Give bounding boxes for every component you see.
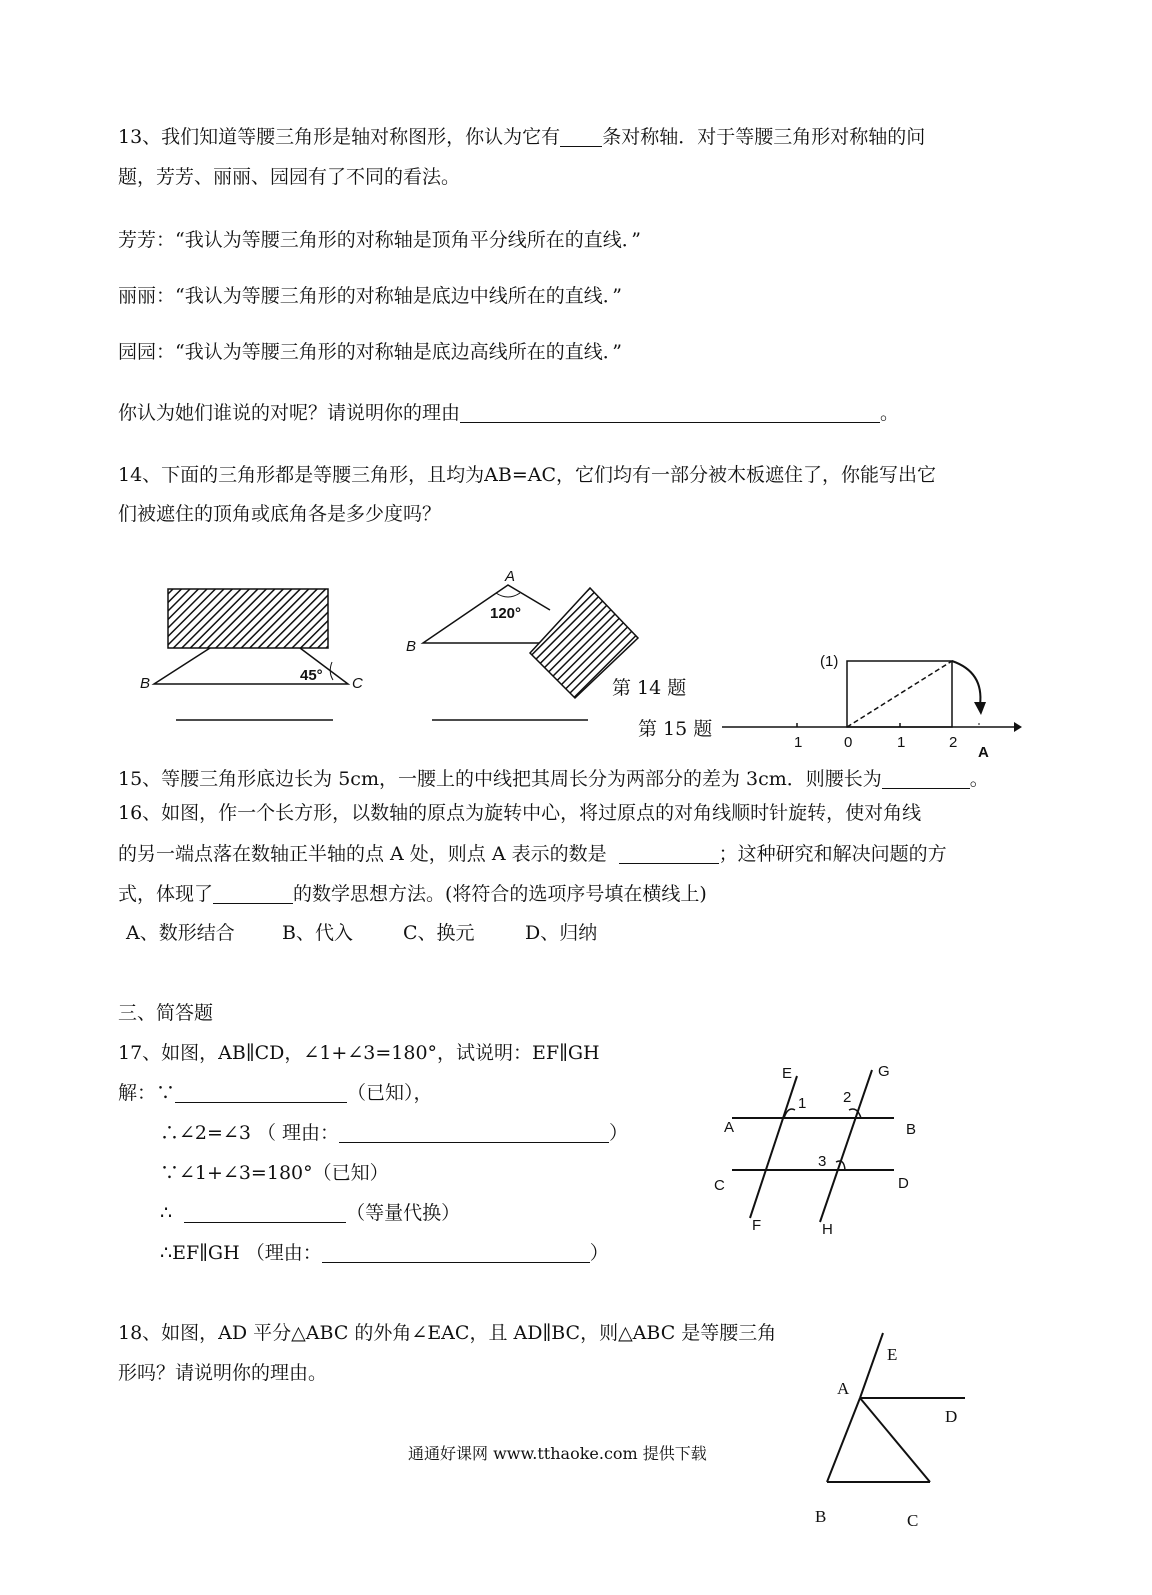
q13-ask (118, 404, 899, 423)
q17-step2-a: ∴∠2=∠3 （ 理由： (160, 1122, 340, 1144)
q14-figure-2 (400, 565, 640, 725)
q16-option-d[interactable]: D、归纳 (525, 922, 598, 944)
q16-option-c[interactable]: C、换元 (403, 922, 475, 944)
label-b: B (906, 1121, 917, 1138)
q17-step2-b: ） (609, 1122, 629, 1144)
q14-caption: 第 14 题 (612, 677, 687, 699)
label-h: H (822, 1221, 833, 1238)
q13-text-a: 13、我们知道等腰三角形是轴对称图形，你认为它有 (118, 126, 561, 148)
q14-line1: 14、下面的三角形都是等腰三角形，且均为AB=AC，它们均有一部分被木板遮住了，你能写出它 (118, 464, 937, 486)
q17-blank-1[interactable] (175, 1084, 347, 1103)
label-b-2: B (406, 638, 417, 655)
q16-option-b[interactable]: B、代入 (282, 922, 353, 944)
side-ab (827, 1398, 860, 1482)
section-title: 三、简答题 (118, 1002, 214, 1024)
tick-label: 1 (794, 734, 803, 751)
board-rect (168, 589, 328, 648)
label-c: C (714, 1177, 725, 1194)
q17-step1-b: （已知）， (347, 1082, 433, 1104)
q14-line2: 们被遮住的顶角或底角各是多少度吗？ (118, 503, 442, 525)
q17-step2 (160, 1124, 628, 1143)
side-ac (860, 1398, 930, 1482)
q14-figure-1 (130, 580, 370, 730)
label-b: B (815, 1507, 827, 1526)
point-a-label: A (978, 744, 989, 761)
q17-figure (712, 1058, 932, 1238)
q17-blank-3[interactable] (184, 1204, 346, 1223)
q16-line1: 16、如图，作一个长方形，以数轴的原点为旋转中心，将过原点的对角线顺时针旋转，使对角线 (118, 802, 922, 824)
q16-blank-method[interactable] (213, 885, 293, 904)
q15-end: 。 (969, 768, 989, 790)
q17-step5 (160, 1244, 609, 1263)
angle-120: 120° (490, 605, 522, 622)
q17-step5-b: ） (589, 1242, 609, 1264)
q17-blank-4[interactable] (322, 1244, 590, 1263)
q13-blank-axes[interactable] (560, 128, 602, 147)
label-e: E (887, 1345, 898, 1364)
tick-label: 0 (844, 734, 853, 751)
q16-line3-b: 的数学思想方法。(将符合的选项序号填在横线上) (293, 883, 707, 905)
line-ef (750, 1076, 797, 1218)
q16-line2-b: ；这种研究和解决问题的方 (718, 843, 947, 865)
q17-step4-a: ∴ (160, 1202, 173, 1224)
q16-blank-a[interactable] (619, 845, 719, 864)
label-b: B (140, 675, 151, 692)
q13-ask-end: 。 (880, 402, 900, 424)
q13-ask-text: 你认为她们谁说的对呢？请说明你的理由 (118, 402, 461, 424)
q17-step4-b: （等量代换） (346, 1202, 461, 1224)
tick-label: 2 (949, 734, 958, 751)
q13-line1 (118, 128, 925, 147)
angle-label-2: 2 (843, 1089, 852, 1106)
diagonal (847, 661, 952, 727)
q17-stem: 17、如图，AB∥CD，∠1+∠3=180°，试说明：EF∥GH (118, 1042, 600, 1064)
q17-step5-a: ∴EF∥GH （理由： (160, 1242, 322, 1264)
label-c: C (352, 675, 363, 692)
q16-option-a[interactable]: A、数形结合 (126, 922, 235, 944)
q15-line (118, 770, 989, 789)
q13-yuanyuan: 园园：“我认为等腰三角形的对称轴是底边高线所在的直线．” (118, 341, 622, 363)
q18-line2: 形吗？请说明你的理由。 (118, 1362, 328, 1384)
footer: 通通好课网 www.tthaoke.com 提供下载 (408, 1444, 707, 1463)
triangle-partial-2 (423, 585, 550, 643)
q16-line2-a: 的另一端点落在数轴正半轴的点 A 处，则点 A 表示的数是 (118, 843, 607, 865)
q17-step3: ∵∠1+∠3=180°（已知） (160, 1162, 389, 1184)
q18-line1: 18、如图，AD 平分△ABC 的外角∠EAC，且 AD∥BC，则△ABC 是等腰三角 (118, 1322, 777, 1344)
tick-label: 1 (897, 734, 906, 751)
label-a: A (837, 1379, 850, 1398)
label-e: E (782, 1065, 793, 1082)
q13-line2: 题，芳芳、丽丽、园园有了不同的看法。 (118, 166, 461, 188)
label-d: D (945, 1407, 958, 1426)
ray-ae (860, 1333, 883, 1398)
label-a: A (505, 568, 516, 585)
q17-step1 (118, 1084, 433, 1103)
angle-label-3: 3 (818, 1153, 827, 1170)
rotation-arrow (952, 661, 980, 705)
q16-line3-a: 式，体现了 (118, 883, 214, 905)
angle-label-1: 1 (798, 1095, 807, 1112)
angle-arc-2 (496, 593, 520, 597)
q15-blank[interactable] (882, 770, 970, 789)
mark-1: (1) (820, 653, 839, 670)
label-a: A (724, 1119, 735, 1136)
arrow-head (974, 702, 986, 715)
label-c: C (907, 1511, 919, 1530)
number-line-figure (722, 650, 1022, 760)
q18-figure (805, 1330, 975, 1560)
q15-text: 15、等腰三角形底边长为 5cm，一腰上的中线把其周长分为两部分的差为 3cm．则腰长为 (118, 768, 882, 790)
q16-line3 (118, 885, 707, 904)
label-d: D (898, 1175, 909, 1192)
q17-blank-2[interactable] (339, 1124, 609, 1143)
q15-caption: 第 15 题 (638, 718, 713, 740)
label-g: G (878, 1063, 890, 1080)
label-f: F (752, 1217, 762, 1234)
q17-step4 (160, 1204, 460, 1223)
q17-step1-a: 解：∵ (118, 1082, 176, 1104)
q13-blank-reason[interactable] (460, 404, 880, 423)
q16-line2 (118, 845, 947, 864)
axis-arrow (1014, 722, 1022, 732)
q13-text-b: 条对称轴．对于等腰三角形对称轴的问 (602, 126, 926, 148)
q13-lili: 丽丽：“我认为等腰三角形的对称轴是底边中线所在的直线．” (118, 285, 622, 307)
q13-fangfang: 芳芳：“我认为等腰三角形的对称轴是顶角平分线所在的直线．” (118, 229, 641, 251)
angle-45: 45° (300, 667, 323, 684)
